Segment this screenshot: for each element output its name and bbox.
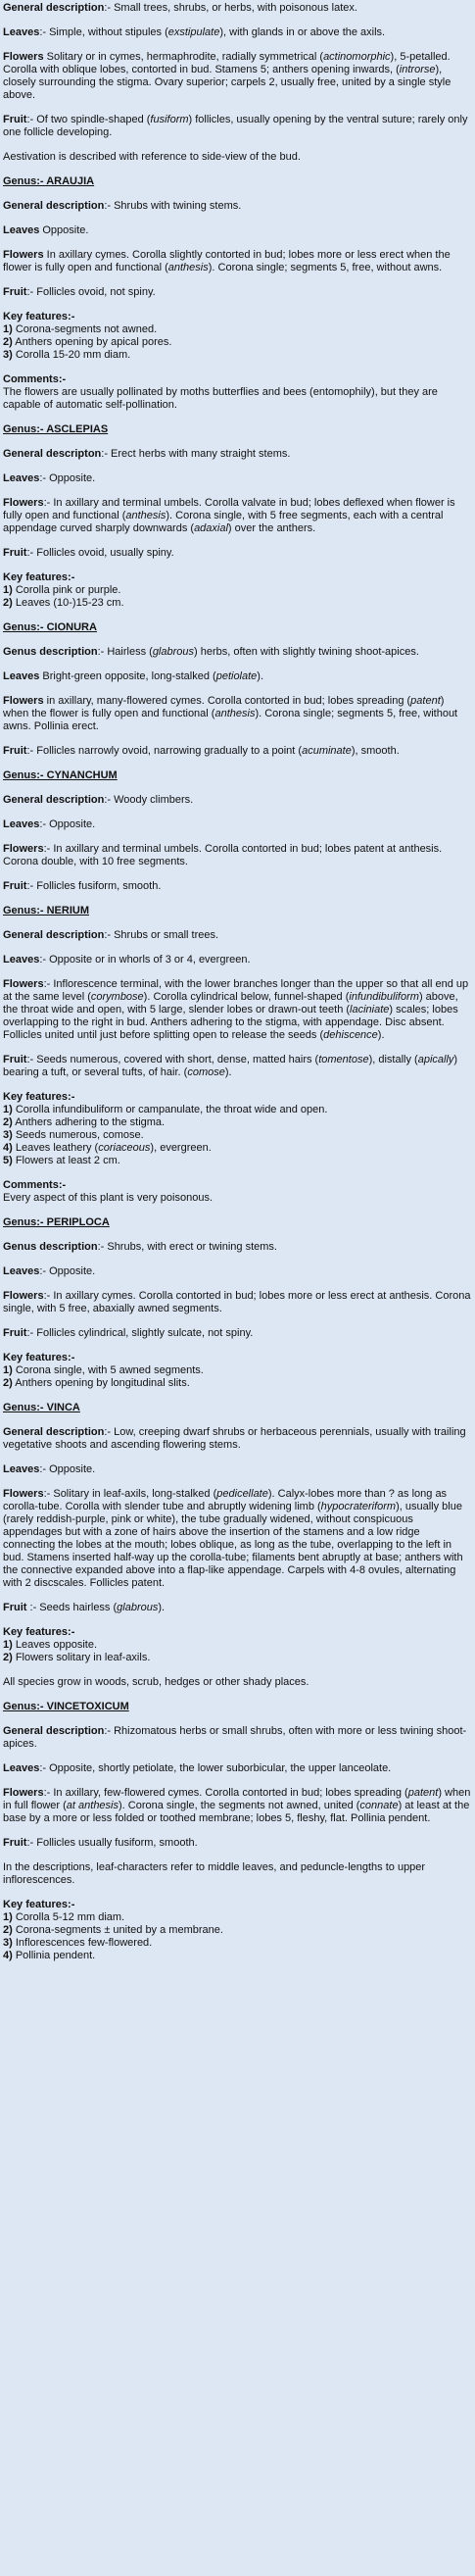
field-label: Leaves	[3, 224, 40, 236]
text-run: ), smooth.	[351, 745, 400, 757]
latin-term: anthesis	[125, 510, 166, 521]
genus-paragraph	[3, 200, 471, 213]
item-number: 4)	[3, 1142, 13, 1154]
field-label: Leaves	[3, 472, 40, 484]
item-number: 1)	[3, 584, 13, 596]
latin-term: apically	[417, 1054, 454, 1065]
key-features-item	[3, 1652, 471, 1664]
item-number: 3)	[3, 1129, 13, 1141]
text-run: ). Corona single, with 5 free segments, each with a central appendage curved sharply downwards (	[3, 510, 444, 534]
field-label: General description	[3, 200, 105, 212]
latin-term: adaxial	[194, 522, 228, 534]
text-run: :- Opposite.	[39, 472, 96, 484]
text-run: ).	[158, 1602, 166, 1613]
genus-paragraph	[3, 1241, 471, 1254]
text-run: ). Corona single; segments 5, free, without awns. Pollinia erect.	[3, 708, 458, 732]
genus-paragraph	[3, 843, 471, 868]
genus-paragraph	[3, 1787, 471, 1825]
genus-paragraph	[3, 497, 471, 535]
genus-paragraph	[3, 1290, 471, 1315]
text-run: Corolla 5-12 mm diam.	[12, 1911, 125, 1923]
text-run: Solitary or in cymes, hermaphrodite, radially symmetrical (	[43, 51, 324, 63]
text-run: ) above, the throat wide and open, with 5 large, slender lobes or drawn-out teeth (	[3, 991, 458, 1016]
genus-paragraph	[3, 745, 471, 758]
field-label: Leaves	[3, 954, 40, 966]
comments	[3, 1179, 471, 1205]
text-run: Aestivation is described with reference to side-view of the bud.	[3, 151, 301, 163]
text-run: ), usually blue (rarely reddish-purple, pink or white), the tube gradually widened, without conspicuous appendages but with a zone of hairs above the insertion of the stamens and a low ridge connecting the lobes at the mouth; lobes oblique, as long as the tube, overlapping to the left in bud. Stamens inserted half-way up the corolla-tube; filaments bent abruptly at base; anthers with the connective expanded above into a flap-like appendage. Carpels with 4-8 ovules, alternating with 2 discscales. Follicles patent.	[3, 1501, 463, 1589]
latin-term: patent	[410, 695, 441, 707]
genus-paragraph	[3, 1488, 471, 1590]
key-features-heading: Key features:-	[3, 1091, 75, 1103]
text-run: Corolla pink or purple.	[12, 584, 121, 596]
field-label: Flowers	[3, 1488, 44, 1500]
genus-paragraph	[3, 249, 471, 274]
genus-paragraph	[3, 1762, 471, 1775]
comments-item	[3, 1192, 471, 1205]
genus-paragraph	[3, 670, 471, 683]
text-run: Corolla infundibuliform or campanulate, the throat wide and open.	[12, 1104, 328, 1115]
item-number: 1)	[3, 1104, 13, 1115]
text-run: Anthers opening by apical pores.	[12, 336, 172, 348]
genus-heading: Genus:- ARAUJIA	[3, 175, 95, 187]
intro-paragraph	[3, 51, 471, 102]
genus-paragraph	[3, 1861, 471, 1887]
item-number: 2)	[3, 597, 13, 609]
text-run: Pollinia pendent.	[12, 1950, 96, 1961]
latin-term: dehiscence	[323, 1029, 378, 1041]
text-run: Corona single, with 5 awned segments.	[12, 1364, 204, 1376]
genus-paragraph	[3, 1837, 471, 1850]
latin-term: glabrous	[117, 1602, 159, 1613]
field-label: Flowers	[3, 497, 44, 509]
text-run: :- In axillary, few-flowered cymes. Corolla contorted in bud; lobes spreading (	[43, 1787, 408, 1799]
text-run: ) over the anthers.	[227, 522, 316, 534]
item-number: 3)	[3, 1937, 13, 1949]
key-features	[3, 571, 471, 610]
field-label: Flowers	[3, 1787, 44, 1799]
text-run: :- Opposite.	[39, 1265, 96, 1277]
text-run: Opposite.	[39, 224, 89, 236]
text-run: :- Follicles ovoid, usually spiny.	[26, 547, 174, 559]
item-number: 2)	[3, 1652, 13, 1663]
text-run: :- Shrubs, with erect or twining stems.	[97, 1241, 277, 1253]
text-run: The flowers are usually pollinated by moths butterflies and bees (entomophily), but they are capable of automatic self-pollination.	[3, 386, 438, 411]
text-run: :- Opposite.	[39, 818, 96, 830]
text-run: ) follicles, usually opening by the ventral suture; rarely only one follicle developing.	[3, 114, 468, 138]
text-run: Corona-segments ± united by a membrane.	[12, 1924, 223, 1936]
field-label: Leaves	[3, 1762, 40, 1774]
key-features-item	[3, 1129, 471, 1142]
text-run: ), 5-petalled. Corolla with oblique lobes, contorted in bud. Stamens 5; anthers opening inwards, (	[3, 51, 451, 75]
field-label: Flowers	[3, 1290, 44, 1302]
text-run: In the descriptions, leaf-characters refer to middle leaves, and peduncle-lengths to upper inflorescences.	[3, 1861, 426, 1886]
latin-term: actinomorphic	[323, 51, 391, 63]
text-run: ). Corona single; segments 5, free, without awns.	[208, 262, 443, 273]
field-label: Flowers	[3, 843, 44, 855]
key-features-item	[3, 1937, 471, 1950]
genus-paragraph	[3, 1327, 471, 1340]
key-features	[3, 1352, 471, 1390]
key-features-heading: Key features:-	[3, 1626, 75, 1638]
field-label: General description	[3, 1426, 105, 1438]
genus-paragraph	[3, 1265, 471, 1278]
genus-heading: Genus:- VINCA	[3, 1402, 80, 1413]
key-features-item	[3, 1950, 471, 1962]
genus-heading: Genus:- PERIPLOCA	[3, 1216, 110, 1228]
key-features-heading: Key features:-	[3, 571, 75, 583]
text-run: :- Solitary in leaf-axils, long-stalked (	[43, 1488, 217, 1500]
text-run: ). Corona single, the segments not awned, united (	[119, 1800, 360, 1811]
key-features-item	[3, 1911, 471, 1924]
text-run: :- Low, creeping dwarf shrubs or herbaceous perennials, usually with trailing vegetative shoots and ascending flowering stems.	[3, 1426, 466, 1451]
genus-paragraph	[3, 1463, 471, 1476]
key-features-heading: Key features:-	[3, 1899, 75, 1910]
genus-heading: Genus:- VINCETOXICUM	[3, 1701, 129, 1712]
text-run: ), evergreen.	[150, 1142, 212, 1154]
field-label: Flowers	[3, 695, 44, 707]
latin-term: fusiform	[150, 114, 189, 125]
latin-term: connate	[359, 1800, 399, 1811]
latin-term: glabrous	[152, 646, 195, 658]
field-label: Genus description	[3, 1241, 98, 1253]
item-number: 2)	[3, 1116, 13, 1128]
genus-paragraph	[3, 224, 471, 237]
key-features-item	[3, 1142, 471, 1155]
genus-paragraph	[3, 1426, 471, 1452]
text-run: In axillary cymes. Corolla slightly contorted in bud; lobes more or less erect when the flower is fully open and functional (	[3, 249, 451, 273]
text-run: ).	[377, 1029, 385, 1041]
text-run: ) herbs, often with slightly twining shoot-apices.	[194, 646, 419, 658]
genus-paragraph	[3, 954, 471, 966]
latin-term: coriaceous	[98, 1142, 151, 1154]
genus-paragraph	[3, 1602, 471, 1614]
latin-term: introrse	[399, 64, 436, 75]
text-run: :- Shrubs with twining stems.	[104, 200, 242, 212]
text-run: Anthers adhering to the stigma.	[12, 1116, 166, 1128]
text-run: :- Opposite or in whorls of 3 or 4, evergreen.	[39, 954, 251, 966]
latin-term: infundibuliform	[349, 991, 419, 1003]
field-label: Leaves	[3, 26, 40, 38]
item-number: 2)	[3, 1924, 13, 1936]
intro-paragraph	[3, 26, 471, 39]
field-label: Fruit	[3, 1054, 27, 1065]
comments-item	[3, 386, 471, 412]
text-run: :- Follicles fusiform, smooth.	[26, 880, 162, 892]
text-run: :- Rhizomatous herbs or small shrubs, often with more or less twining shoot-apices.	[3, 1725, 467, 1750]
key-features	[3, 1626, 471, 1664]
genus-paragraph	[3, 978, 471, 1042]
key-features-heading: Key features:-	[3, 1352, 75, 1363]
text-run: :- Simple, without stipules (	[39, 26, 168, 38]
text-run: :- Hairless (	[97, 646, 153, 658]
text-run: Leaves opposite.	[12, 1639, 98, 1651]
genus-heading: Genus:- ASCLEPIAS	[3, 423, 109, 435]
comments-heading: Comments:-	[3, 373, 67, 385]
item-number: 1)	[3, 1364, 13, 1376]
text-run: :- Follicles ovoid, not spiny.	[26, 286, 156, 298]
text-run: ). Corolla cylindrical below, funnel-shaped (	[143, 991, 350, 1003]
latin-term: tomentose	[318, 1054, 369, 1065]
intro-paragraph	[3, 114, 471, 139]
latin-term: patent	[407, 1787, 439, 1799]
text-run: Corona-segments not awned.	[12, 323, 158, 335]
latin-term: at anthesis	[66, 1800, 119, 1811]
genus-paragraph	[3, 646, 471, 659]
intro-paragraph	[3, 151, 471, 164]
field-label: Fruit	[3, 1327, 27, 1339]
field-label: General descripton	[3, 448, 102, 460]
key-features-item	[3, 1377, 471, 1390]
key-features-item	[3, 1116, 471, 1129]
text-run: ), distally (	[368, 1054, 418, 1065]
key-features-item	[3, 1924, 471, 1937]
latin-term: exstipulate	[167, 26, 220, 38]
item-number: 2)	[3, 336, 13, 348]
key-features-item	[3, 1155, 471, 1167]
key-features	[3, 1899, 471, 1962]
comments	[3, 373, 471, 412]
text-run: :- In axillary cymes. Corolla contorted in bud; lobes more or less erect at anthesis. Corona single, with 5 free, abaxially awned segments.	[3, 1290, 471, 1314]
text-run: ). Calyx-lobes more than ? as long as corolla-tube. Corolla with slender tube and abruptly widening limb (	[3, 1488, 448, 1512]
text-run: :- Opposite, shortly petiolate, the lower suborbicular, the upper lanceolate.	[39, 1762, 392, 1774]
text-run: :- Seeds numerous, covered with short, dense, matted hairs (	[26, 1054, 319, 1065]
latin-term: corymbose	[90, 991, 144, 1003]
text-run: Anthers opening by longitudinal slits.	[12, 1377, 190, 1389]
text-run: Seeds numerous, comose.	[12, 1129, 144, 1141]
genus-paragraph	[3, 880, 471, 893]
genus-note	[3, 1676, 471, 1689]
text-run: :- In axillary and terminal umbels. Corolla valvate in bud; lobes deflexed when flower is fully open and functional (	[3, 497, 455, 521]
field-label: Flowers	[3, 249, 44, 261]
item-number: 5)	[3, 1155, 13, 1166]
text-run: ) when the flower is fully open and functional (	[3, 695, 445, 719]
text-run: ) scales; lobes overlapping to the right in bud. Anthers adhering to the stigma, with appendage. Disc absent. Follicles united until just before splitting open to release the seeds (	[3, 1004, 458, 1041]
text-run: All species grow in woods, scrub, hedges or other shady places.	[3, 1676, 309, 1688]
latin-term: laciniate	[350, 1004, 390, 1016]
latin-term: comose	[187, 1066, 225, 1078]
text-run: Every aspect of this plant is very poisonous.	[3, 1192, 213, 1204]
text-run: Leaves leathery (	[12, 1142, 99, 1154]
genus-paragraph	[3, 695, 471, 733]
item-number: 1)	[3, 323, 13, 335]
field-label: Leaves	[3, 670, 40, 682]
latin-term: petiolate	[215, 670, 258, 682]
field-label: Flowers	[3, 51, 44, 63]
text-run: ) at least at the base by a more or less folded or toothed membrane; lobes 5, fleshy, flat. Pollinia pendent.	[3, 1800, 470, 1824]
text-run: Corolla 15-20 mm diam.	[12, 349, 131, 361]
field-label: Fruit	[3, 1602, 27, 1613]
item-number: 4)	[3, 1950, 13, 1961]
key-features-item	[3, 1364, 471, 1377]
key-features	[3, 311, 471, 362]
text-run: Bright-green opposite, long-stalked (	[39, 670, 216, 682]
text-run: :- Follicles cylindrical, slightly sulcate, not spiny.	[26, 1327, 254, 1339]
latin-term: hypocrateriform	[320, 1501, 397, 1512]
key-features-item	[3, 349, 471, 362]
text-run: :- Follicles narrowly ovoid, narrowing gradually to a point (	[26, 745, 303, 757]
text-run: :- Seeds hairless (	[26, 1602, 118, 1613]
genus-paragraph	[3, 1725, 471, 1751]
field-label: Genus description	[3, 646, 98, 658]
field-label: Fruit	[3, 547, 27, 559]
text-run: ) bearing a tuft, or several tufts, of hair. (	[3, 1054, 458, 1078]
text-run: ), with glands in or above the axils.	[219, 26, 386, 38]
genus-heading: Genus:- CYNANCHUM	[3, 769, 118, 781]
genus-paragraph	[3, 1054, 471, 1079]
field-label: General description	[3, 929, 105, 941]
genus-paragraph	[3, 448, 471, 461]
genus-paragraph	[3, 818, 471, 831]
key-features	[3, 1091, 471, 1167]
field-label: Leaves	[3, 1265, 40, 1277]
intro-paragraph	[3, 2, 471, 15]
field-label: Fruit	[3, 745, 27, 757]
text-run: ).	[224, 1066, 232, 1078]
latin-term: anthesis	[214, 708, 256, 719]
key-features-item	[3, 1104, 471, 1116]
key-features-item	[3, 1639, 471, 1652]
text-run: :- Inflorescence terminal, with the lower branches longer than the upper so that all end up at the same level (	[3, 978, 469, 1003]
key-features-heading: Key features:-	[3, 311, 75, 322]
key-features-item	[3, 597, 471, 610]
text-run: ).	[257, 670, 264, 682]
field-label: General description	[3, 1725, 105, 1737]
text-run: Flowers solitary in leaf-axils.	[12, 1652, 151, 1663]
latin-term: anthesis	[167, 262, 209, 273]
text-run: ), closely surrounding the stigma. Ovary superior; carpels 2, usually free, united by a single style above.	[3, 64, 451, 101]
item-number: 1)	[3, 1911, 13, 1923]
genus-paragraph	[3, 794, 471, 807]
text-run: :- Opposite.	[39, 1463, 96, 1475]
comments-heading: Comments:-	[3, 1179, 67, 1191]
field-label: Leaves	[3, 818, 40, 830]
genus-paragraph	[3, 547, 471, 560]
genus-heading: Genus:- NERIUM	[3, 905, 89, 916]
latin-term: acuminate	[302, 745, 352, 757]
key-features-item	[3, 336, 471, 349]
genus-paragraph	[3, 929, 471, 942]
item-number: 1)	[3, 1639, 13, 1651]
field-label: Fruit	[3, 114, 27, 125]
text-run: Leaves (10-)15-23 cm.	[12, 597, 124, 609]
text-run: :- In axillary and terminal umbels. Corolla contorted in bud; lobes patent at anthesis. Corona double, with 10 free segments.	[3, 843, 443, 867]
text-run: Inflorescences few-flowered.	[12, 1937, 153, 1949]
field-label: General description	[3, 794, 105, 806]
field-label: Leaves	[3, 1463, 40, 1475]
text-run: :- Shrubs or small trees.	[104, 929, 219, 941]
text-run: :- Woody climbers.	[104, 794, 194, 806]
genus-heading: Genus:- CIONURA	[3, 621, 97, 633]
text-run: :- Erect herbs with many straight stems.	[101, 448, 291, 460]
item-number: 3)	[3, 349, 13, 361]
field-label: General description	[3, 2, 105, 14]
genus-paragraph	[3, 472, 471, 485]
field-label: Flowers	[3, 978, 44, 990]
field-label: Fruit	[3, 880, 27, 892]
text-run: in axillary, many-flowered cymes. Corolla contorted in bud; lobes spreading (	[43, 695, 411, 707]
latin-term: pedicellate	[216, 1488, 268, 1500]
field-label: Fruit	[3, 286, 27, 298]
text-run: ) when in full flower (	[3, 1787, 471, 1811]
text-run: Flowers at least 2 cm.	[12, 1155, 120, 1166]
key-features-item	[3, 323, 471, 336]
genus-paragraph	[3, 286, 471, 299]
item-number: 2)	[3, 1377, 13, 1389]
field-label: Fruit	[3, 1837, 27, 1849]
text-run: :- Of two spindle-shaped (	[26, 114, 151, 125]
key-features-item	[3, 584, 471, 597]
text-run: :- Follicles usually fusiform, smooth.	[26, 1837, 198, 1849]
text-run: :- Small trees, shrubs, or herbs, with poisonous latex.	[104, 2, 357, 14]
